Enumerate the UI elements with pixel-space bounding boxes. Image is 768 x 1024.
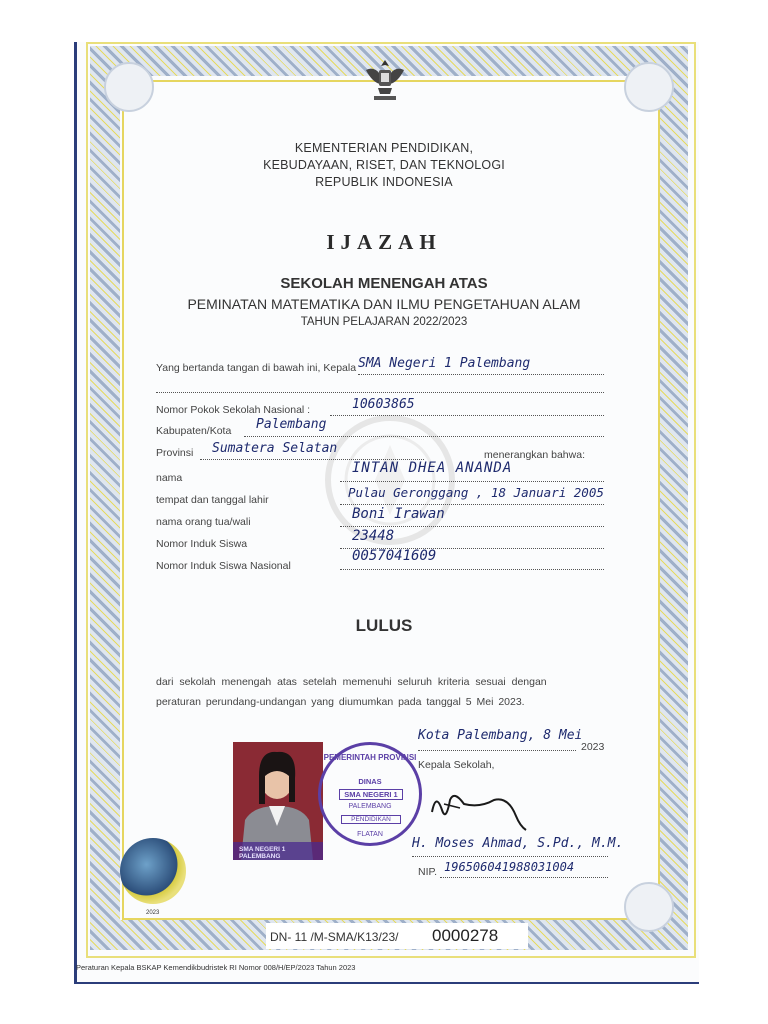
corner-ornament-top-right	[624, 62, 674, 112]
stamp-bottom-text: FLATAN	[357, 831, 383, 838]
nis-label: Nomor Induk Siswa	[156, 538, 248, 550]
states-label: menerangkan bahwa:	[484, 449, 585, 461]
hologram-seal	[120, 838, 186, 904]
hologram-year: 2023	[146, 910, 160, 916]
dotted-line	[418, 750, 576, 751]
stamp-line-4: PENDIDIKAN	[341, 815, 401, 824]
dotted-line	[340, 569, 604, 570]
principal-signature	[424, 782, 534, 832]
birth-value: Pulau Geronggang , 18 Januari 2005	[348, 485, 604, 500]
serial-number-box	[266, 923, 528, 949]
ministry-line-1: KEMENTERIAN PENDIDIKAN,	[294, 141, 474, 155]
statement-line-2: peraturan perundang-undangan yang diumumkan pada tanggal 5 Mei 2023.	[156, 696, 525, 708]
nisn-label: Nomor Induk Siswa Nasional	[156, 560, 291, 572]
school-name-handwritten: SMA Negeri 1 Palembang	[358, 356, 531, 371]
name-label: nama	[156, 472, 183, 484]
intro-label: Yang bertanda tangan di bawah ini, Kepala	[156, 362, 357, 374]
program-name: PEMINATAN MATEMATIKA DAN ILMU PENGETAHUAN ALAM	[187, 296, 581, 312]
document-title: IJAZAH	[326, 230, 442, 254]
ministry-line-2: KEBUDAYAAN, RISET, DAN TEKNOLOGI	[263, 158, 505, 172]
serial-number: 0000278	[432, 926, 499, 945]
statement-line-1: dari sekolah menengah atas setelah memenuhi seluruh kriteria sesuai dengan	[156, 676, 547, 688]
npsn-value: 10603865	[352, 397, 415, 412]
result-label: LULUS	[355, 616, 413, 635]
dotted-line	[330, 415, 604, 416]
school-level: SEKOLAH MENENGAH ATAS	[280, 275, 488, 292]
nisn-value: 0057041609	[352, 548, 437, 564]
student-photo	[233, 742, 323, 860]
city-label: Kabupaten/Kota	[156, 425, 232, 437]
principal-name: H. Moses Ahmad, S.Pd., M.M.	[412, 836, 624, 851]
garuda-emblem-icon	[362, 56, 408, 104]
academic-year: TAHUN PELAJARAN 2022/2023	[300, 316, 468, 328]
nip-label: NIP.	[418, 866, 438, 878]
stamp-line-2: SMA NEGERI 1	[339, 789, 403, 800]
dotted-line	[156, 392, 604, 393]
nip-value: 196506041988031004	[444, 860, 575, 874]
city-value: Palembang	[256, 417, 327, 432]
dotted-line	[358, 374, 604, 375]
dotted-line	[340, 481, 604, 482]
nis-value: 23448	[352, 528, 395, 544]
student-portrait	[233, 742, 323, 860]
province-label: Provinsi	[156, 447, 194, 459]
serial-prefix: DN- 11 /M-SMA/K13/23/	[270, 930, 399, 944]
stamp-line-3: PALEMBANG	[348, 803, 392, 810]
stamp-ring-text: PEMERINTAH PROVINSI	[323, 753, 417, 762]
photo-caption: SMA NEGERI 1 PALEMBANG	[239, 846, 286, 860]
school-stamp	[318, 742, 422, 846]
ministry-line-3: REPUBLIK INDONESIA	[315, 175, 453, 189]
npsn-label: Nomor Pokok Sekolah Nasional :	[156, 404, 311, 416]
dotted-line	[244, 436, 604, 437]
principal-role: Kepala Sekolah,	[418, 759, 495, 771]
parent-value: Boni Irawan	[352, 506, 445, 522]
dotted-line	[340, 526, 604, 527]
stamp-line-1: DINAS	[358, 777, 382, 786]
birth-label: tempat dan tanggal lahir	[156, 494, 269, 506]
corner-ornament-bottom-right	[624, 882, 674, 932]
dotted-line	[440, 877, 608, 878]
signing-year: 2023	[581, 741, 605, 753]
province-value: Sumatera Selatan	[212, 441, 338, 456]
dotted-line	[412, 856, 608, 857]
dotted-line	[340, 504, 604, 505]
student-name: INTAN DHEA ANANDA	[352, 460, 513, 476]
corner-ornament-top-left	[104, 62, 154, 112]
regulation-footer: Peraturan Kepala BSKAP Kemendikbudristek RI Nomor 008/H/EP/2023 Tahun 2023	[76, 963, 356, 972]
signing-place-date: Kota Palembang, 8 Mei	[418, 728, 583, 743]
parent-label: nama orang tua/wali	[156, 516, 251, 528]
